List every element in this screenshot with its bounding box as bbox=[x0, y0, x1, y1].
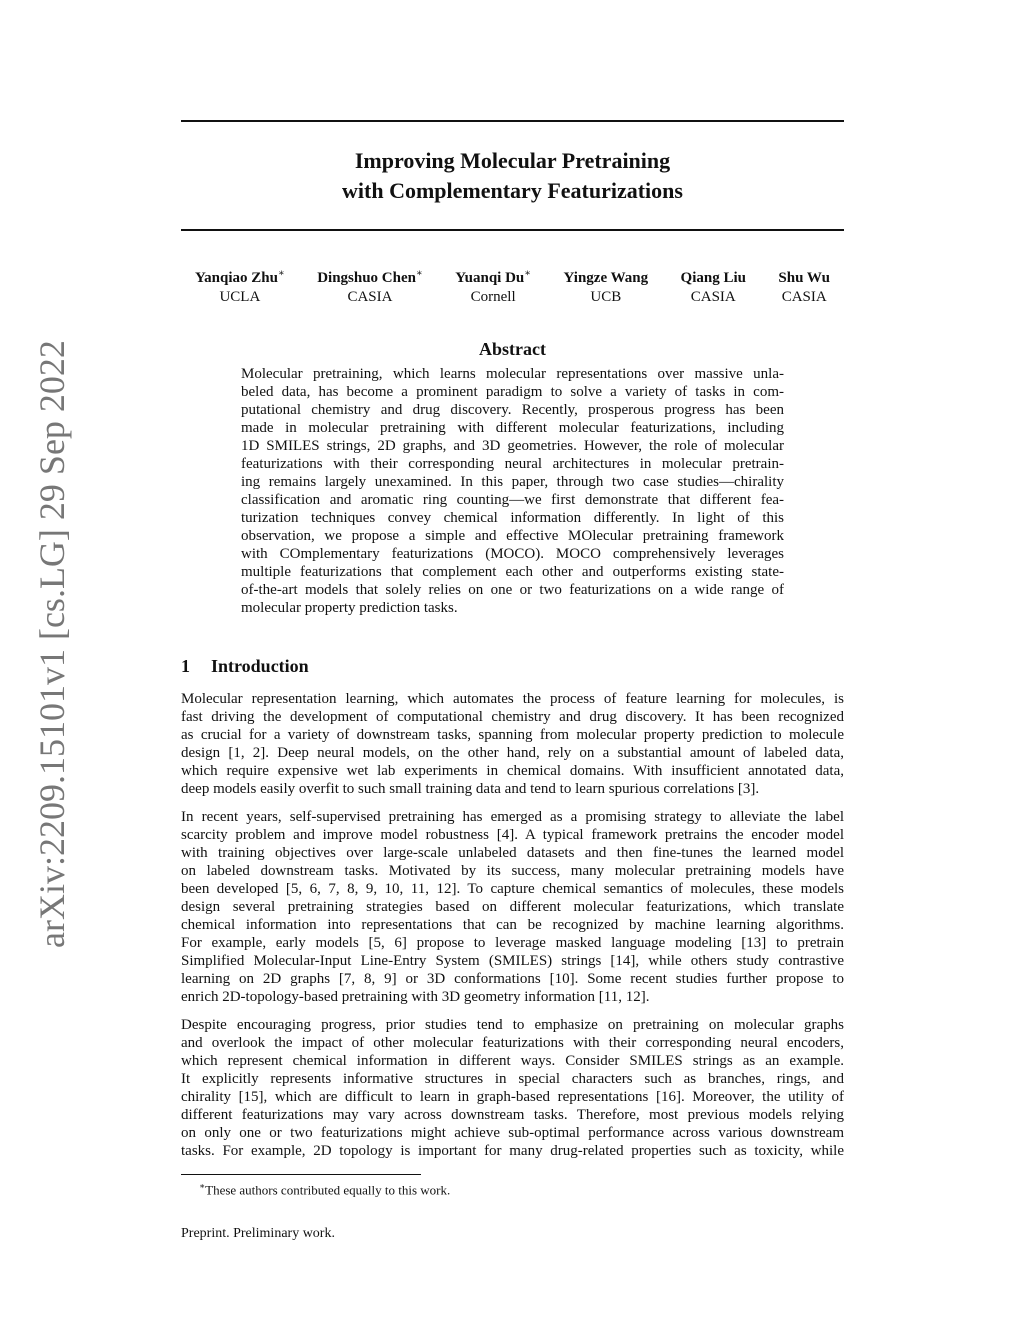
body-line: which represent chemical information in different ways. Consider SMILES strings as an example. bbox=[181, 1053, 844, 1069]
footnote bbox=[199, 1178, 450, 1198]
author bbox=[317, 264, 423, 307]
author-name: Yanqiao Zhu bbox=[195, 270, 278, 286]
abstract-line: 1D SMILES strings, 2D graphs, and 3D geometries. However, the role of molecular bbox=[241, 438, 784, 454]
body-line: Molecular representation learning, which automates the process of feature learning for molecules, is bbox=[181, 691, 844, 707]
author-name: Yingze Wang bbox=[563, 270, 649, 286]
body-line: scarcity problem and improve model robustness [4]. A typical framework pretrains the encoder model bbox=[181, 827, 844, 843]
abstract-line: of-the-art models that solely relies on one or two featurizations on a wide range of bbox=[241, 582, 784, 598]
author-list bbox=[181, 264, 844, 307]
body-line: on labeled downstream tasks. Motivated by its success, many molecular pretraining models have bbox=[181, 863, 844, 879]
section-heading bbox=[181, 655, 309, 677]
paper-title-line-1: Improving Molecular Pretraining bbox=[354, 148, 671, 173]
author bbox=[195, 264, 285, 307]
body-line: chirality [15], which are difficult to learn in graph-based representations [16]. Moreover, the utility of bbox=[181, 1089, 844, 1105]
abstract-line: featurizations with their corresponding neural architectures in molecular pretrain- bbox=[241, 456, 784, 472]
body-line: chemical information into representations that can be recognized by machine learning algorithms. bbox=[181, 917, 844, 933]
abstract-line: putational chemistry and drug discovery. Recently, prosperous progress has been bbox=[241, 402, 784, 418]
arxiv-identifier: arXiv:2209.15101v1 [cs.LG] 29 Sep 2022 bbox=[32, 340, 72, 948]
footnote-mark: ∗ bbox=[199, 1181, 206, 1191]
author-affiliation: CASIA bbox=[781, 289, 827, 305]
author-affiliation: UCB bbox=[590, 289, 622, 305]
body-line: as crucial for a variety of downstream tasks, spanning from molecular property prediction to molecule bbox=[181, 727, 844, 743]
footnote-rule bbox=[181, 1174, 421, 1175]
author bbox=[681, 264, 746, 307]
body-line: enrich 2D-topology-based pretraining with 3D geometry information [11, 12]. bbox=[181, 989, 650, 1005]
body-line: been developed [5, 6, 7, 8, 9, 10, 11, 12]. To capture chemical semantics of molecules, these models bbox=[181, 881, 844, 897]
author-name: Yuanqi Du bbox=[455, 270, 525, 286]
body-line: Despite encouraging progress, prior studies tend to emphasize on pretraining on molecular graphs bbox=[181, 1017, 844, 1033]
equal-contribution-mark: ∗ bbox=[524, 268, 532, 279]
body-line: design several pretraining strategies based on different molecular featurizations, which translate bbox=[181, 899, 844, 915]
abstract-line: molecular property prediction tasks. bbox=[241, 600, 458, 616]
author-affiliation: Cornell bbox=[470, 289, 516, 305]
abstract-line: made in molecular pretraining with different molecular featurizations, including bbox=[241, 420, 784, 436]
abstract-line: with COmplementary featurizations (MOCO). MOCO comprehensively leverages bbox=[241, 546, 784, 562]
abstract-line: observation, we propose a simple and effective MOlecular pretraining framework bbox=[241, 528, 784, 544]
abstract-line: turization techniques convey chemical information differently. In light of this bbox=[241, 510, 784, 526]
author bbox=[778, 264, 830, 307]
abstract-line: ing remains largely unexamined. In this paper, through two case studies—chirality bbox=[241, 474, 784, 490]
abstract-line: multiple featurizations that complement each other and outperforms existing state- bbox=[241, 564, 784, 580]
title-bottom-rule bbox=[181, 229, 844, 231]
body-line: tasks. For example, 2D topology is important for many drug-related properties such as toxicity, while bbox=[181, 1143, 844, 1159]
author-affiliation: CASIA bbox=[347, 289, 393, 305]
body-line: and overlook the impact of other molecular featurizations with their corresponding neural encoders, bbox=[181, 1035, 844, 1051]
page-footer: Preprint. Preliminary work. bbox=[181, 1226, 335, 1241]
paper-title-line-2: with Complementary Featurizations bbox=[342, 178, 683, 203]
title-top-rule bbox=[181, 120, 844, 122]
body-line: It explicitly represents informative structures in special characters such as branches, rings, and bbox=[181, 1071, 844, 1087]
abstract-heading: Abstract bbox=[479, 339, 546, 359]
body-line: fast driving the development of computational chemistry and drug discovery. It has been recognized bbox=[181, 709, 844, 725]
abstract-line: Molecular pretraining, which learns molecular representations over massive unla- bbox=[241, 366, 784, 382]
author-name: Dingshuo Chen bbox=[317, 270, 416, 286]
body-line: with training objectives over large-scale unlabeled datasets and then fine-tunes the learned model bbox=[181, 845, 844, 861]
body-line: For example, early models [5, 6] propose to leverage masked language modeling [13] to pretrain bbox=[181, 935, 844, 951]
section-number: 1 bbox=[181, 656, 190, 676]
abstract-line: classification and aromatic ring counting—we first demonstrate that different fea- bbox=[241, 492, 784, 508]
body-line: learning on 2D graphs [7, 8, 9] or 3D conformations [10]. Some recent studies further propose to bbox=[181, 971, 844, 987]
body-line: Simplified Molecular-Input Line-Entry System (SMILES) strings [14], while others study contrastive bbox=[181, 953, 844, 969]
author-name: Qiang Liu bbox=[680, 270, 746, 286]
body-line: which require expensive wet lab experiments in chemical domains. With insufficient annotated data, bbox=[181, 763, 844, 779]
equal-contribution-mark: ∗ bbox=[415, 268, 423, 279]
abstract-line: beled data, has become a prominent paradigm to solve a variety of tasks in com- bbox=[241, 384, 784, 400]
body-line: different featurizations may vary across downstream tasks. Therefore, most previous models relying bbox=[181, 1107, 844, 1123]
author bbox=[564, 264, 649, 307]
body-line: design [1, 2]. Deep neural models, on the other hand, rely on a substantial amount of labeled data, bbox=[181, 745, 844, 761]
author-affiliation: CASIA bbox=[690, 289, 736, 305]
author-name: Shu Wu bbox=[778, 270, 830, 286]
author bbox=[455, 264, 531, 307]
body-line: on only one or two featurizations might achieve sub-optimal performance across various downstream bbox=[181, 1125, 844, 1141]
author-affiliation: UCLA bbox=[219, 289, 261, 305]
body-line: deep models easily overfit to such small training data and tend to learn spurious correlations [3]. bbox=[181, 781, 760, 797]
equal-contribution-mark: ∗ bbox=[277, 268, 285, 279]
body-line: In recent years, self-supervised pretraining has emerged as a promising strategy to alleviate the label bbox=[181, 809, 844, 825]
footnote-text: These authors contributed equally to this work. bbox=[205, 1182, 451, 1198]
section-title: Introduction bbox=[211, 656, 309, 676]
